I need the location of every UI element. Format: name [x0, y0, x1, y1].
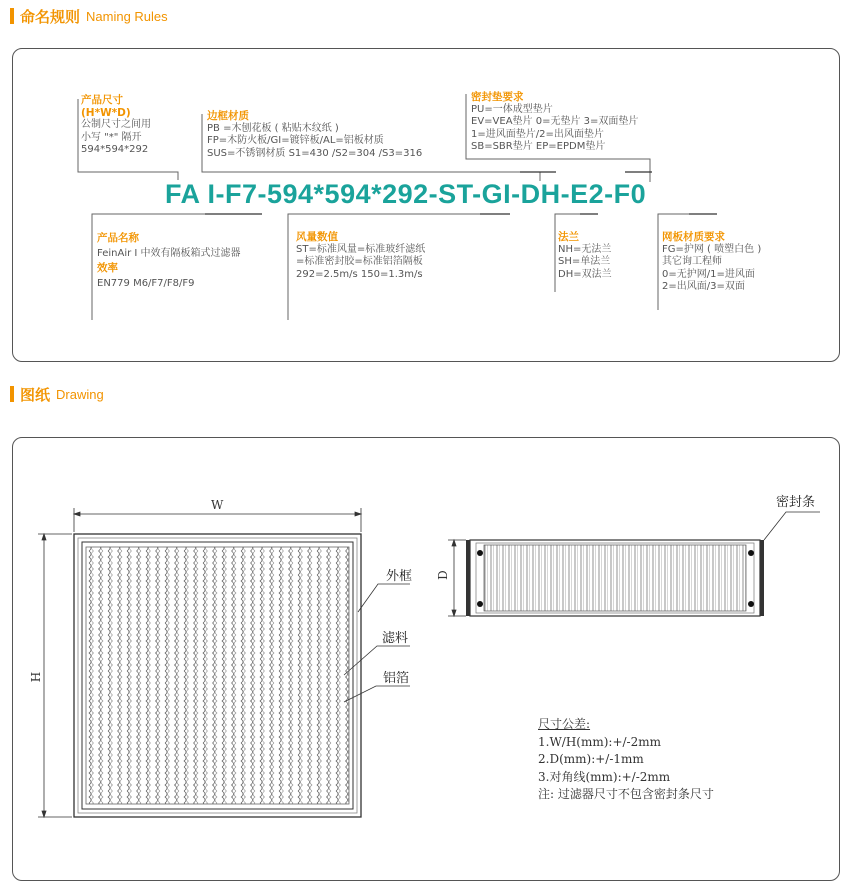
- efficiency-line: EN779 M6/F7/F8/F9: [97, 278, 195, 289]
- frame-line: FP=木防火板/GI=镀锌板/AL=铝板材质: [207, 135, 384, 146]
- depth-dimension: [448, 540, 466, 616]
- tolerance-line: 3.对角线(mm):+/-2mm: [538, 769, 671, 784]
- drawing-title-cn: 图纸: [20, 385, 51, 404]
- gasket-line: EV=VEA垫片 0=无垫片 3=双面垫片: [471, 116, 639, 127]
- callout-media: 滤料: [382, 631, 409, 646]
- size-subheading: (H*W*D): [81, 106, 131, 119]
- size-line: 594*594*292: [81, 144, 149, 155]
- mesh-line: 其它询工程师: [662, 256, 722, 267]
- callout-frame: 外框: [386, 569, 413, 584]
- mesh-line: FG=护网 ( 喷塑白色 ): [662, 243, 762, 255]
- mesh-line: 2=出风面/3=双面: [662, 281, 745, 292]
- drawing-title-en: Drawing: [56, 386, 104, 402]
- size-line: 公制尺寸之间用: [81, 119, 151, 130]
- model-code: FA I-F7-594*594*292-ST-GI-DH-E2-F0: [165, 179, 647, 209]
- callout-foil: 铝箔: [383, 671, 410, 686]
- flange-heading: 法兰: [558, 231, 579, 243]
- efficiency-heading: 效率: [97, 262, 118, 274]
- mesh-heading: 网板材质要求: [662, 231, 725, 243]
- frame-line: SUS=不锈钢材质 S1=430 /S2=304 /S3=316: [207, 147, 423, 159]
- tolerance-heading: 尺寸公差:: [538, 717, 591, 731]
- gasket-heading: 密封垫要求: [471, 91, 524, 103]
- naming-title-cn: 命名规则: [20, 7, 81, 26]
- frame-heading: 边框材质: [207, 110, 249, 122]
- air-heading: 风量数值: [296, 231, 338, 243]
- side-view: [466, 540, 764, 616]
- gasket-line: SB=SBR垫片 EP=EPDM垫片: [471, 141, 606, 152]
- callout-seal: 密封条: [776, 495, 816, 510]
- name-line: FeinAir I 中效有隔板箱式过滤器: [97, 248, 241, 259]
- mesh-line: 0=无护网/1=进风面: [662, 268, 755, 280]
- height-label: H: [29, 671, 44, 683]
- air-line: ST=标准风量=标准玻纤滤纸: [296, 243, 426, 255]
- tolerance-notes: [538, 716, 714, 804]
- seal-callout-line: [764, 512, 820, 540]
- size-line: 小写 "*" 隔开: [81, 131, 142, 143]
- air-line: 292=2.5m/s 150=1.3m/s: [296, 268, 423, 280]
- flange-line: SH=单法兰: [558, 256, 611, 267]
- size-heading: 产品尺寸: [81, 94, 123, 106]
- front-view: [74, 534, 361, 817]
- naming-title-en: Naming Rules: [86, 8, 168, 24]
- tolerance-line: 1.W/H(mm):+/-2mm: [538, 734, 661, 749]
- depth-label: D: [435, 570, 450, 580]
- gasket-line: PU=一体成型垫片: [471, 103, 553, 115]
- flange-line: DH=双法兰: [558, 268, 612, 280]
- tolerance-line: 2.D(mm):+/-1mm: [538, 752, 644, 766]
- name-heading: 产品名称: [97, 232, 139, 244]
- tolerance-note: 注: 过滤器尺寸不包含密封条尺寸: [538, 787, 714, 801]
- frame-line: PB =木刨花板 ( 粘贴木纹纸 ): [207, 122, 339, 134]
- air-line: =标准密封胶=标准铝箔隔板: [296, 256, 423, 267]
- width-label: W: [211, 498, 224, 512]
- flange-line: NH=无法兰: [558, 243, 612, 255]
- gasket-line: 1=进风面垫片/2=出风面垫片: [471, 128, 604, 140]
